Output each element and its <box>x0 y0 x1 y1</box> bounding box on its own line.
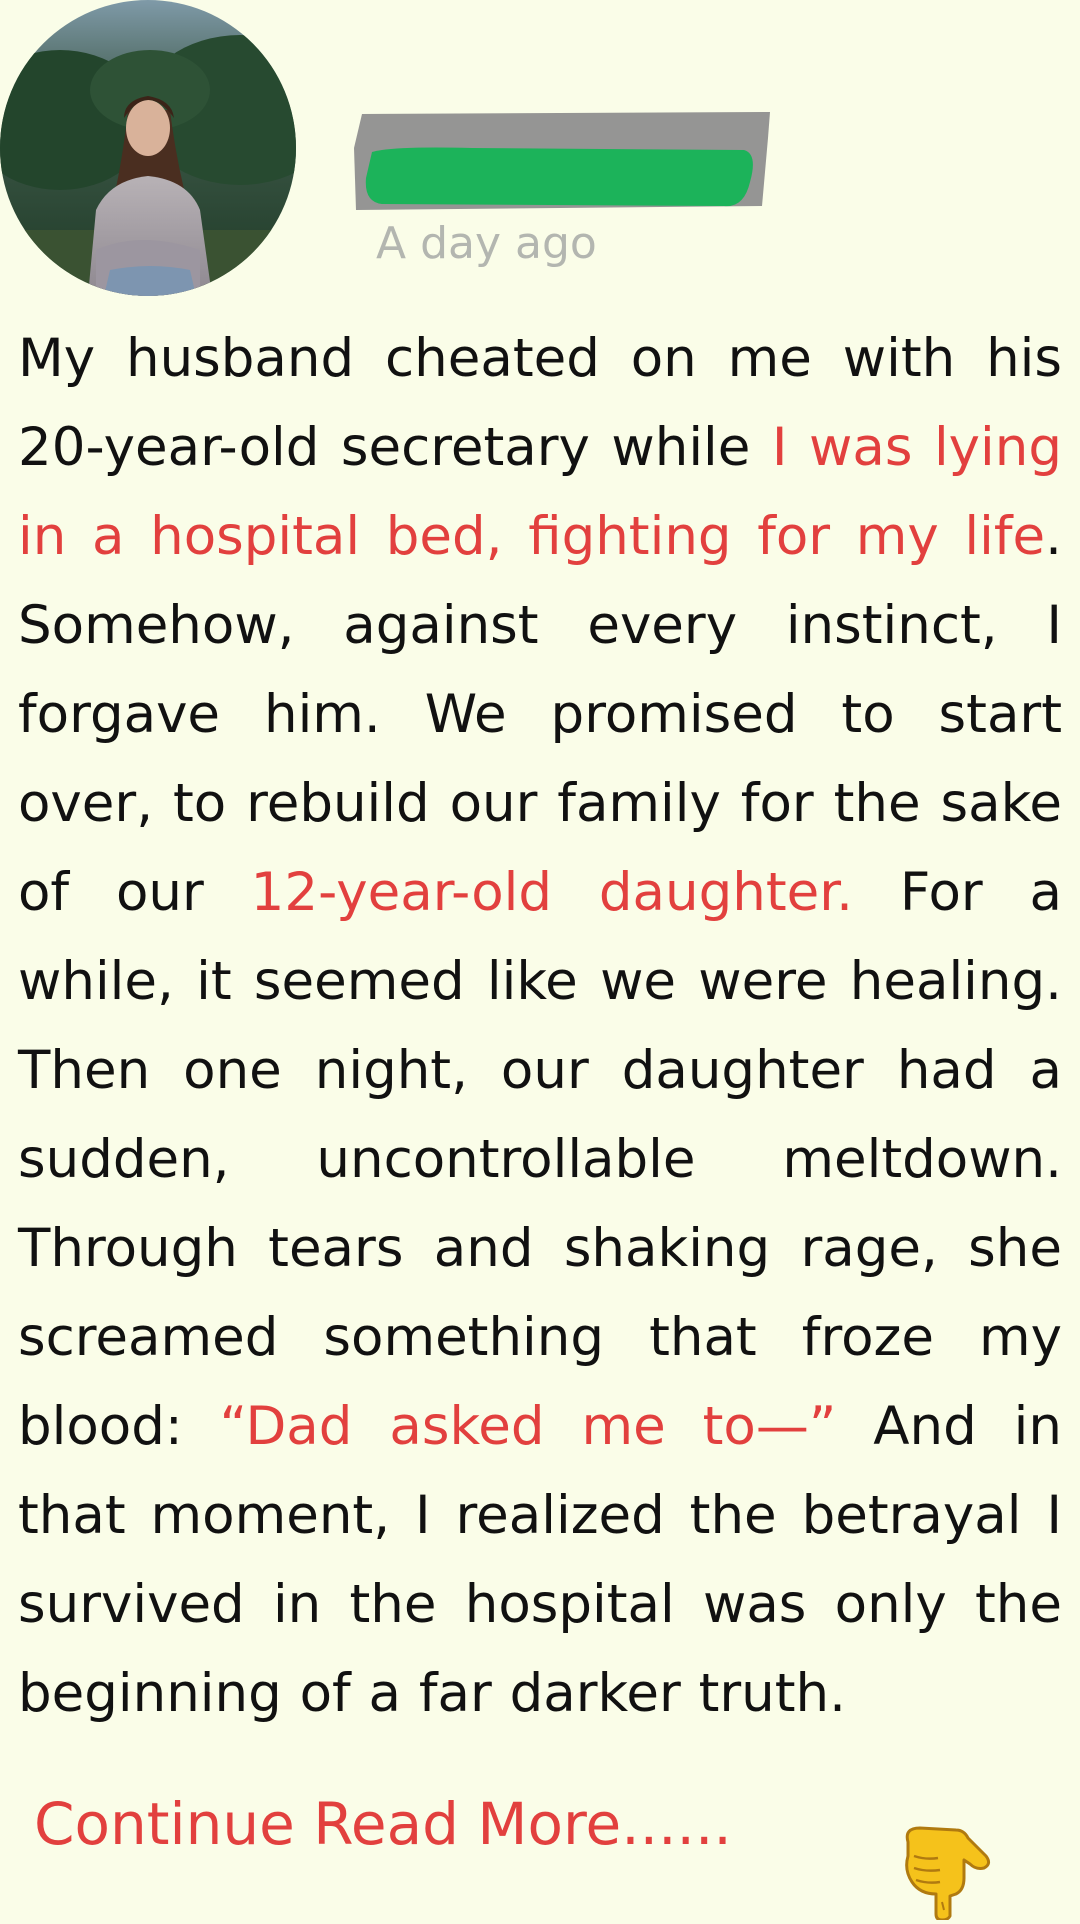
story-segment: My husband cheated on me with his 20-year-old secretary while <box>18 328 1062 478</box>
story-highlight: “Dad asked me to—” <box>219 1396 837 1457</box>
story-highlight: I was lying in a hospital bed, fighting for my life <box>18 417 1063 567</box>
post-timestamp: A day ago <box>376 218 597 269</box>
author-name-redaction <box>352 108 772 218</box>
story-highlight: 12-year-old daughter. <box>250 862 853 923</box>
story-segment: For a while, it seemed like we were healing. Then one night, our daughter had a sudden, uncontrollable meltdown. Through tears and shaking rage, she screamed something that froze my blood: <box>18 862 1062 1457</box>
story-segment: And in that moment, I realized the betrayal I survived in the hospital was only the beginning of a far darker truth. <box>18 1396 1062 1724</box>
continue-reading-link[interactable]: Continue Read More...... <box>34 1790 732 1858</box>
author-avatar[interactable] <box>0 0 296 296</box>
story-segment: . Somehow, against every instinct, I forgave him. We promised to start over, to rebuild our family for the sake of our <box>18 506 1062 923</box>
avatar-photo <box>0 0 296 296</box>
story-text <box>18 314 1062 1738</box>
hand-pointing-down-icon[interactable] <box>890 1820 998 1920</box>
